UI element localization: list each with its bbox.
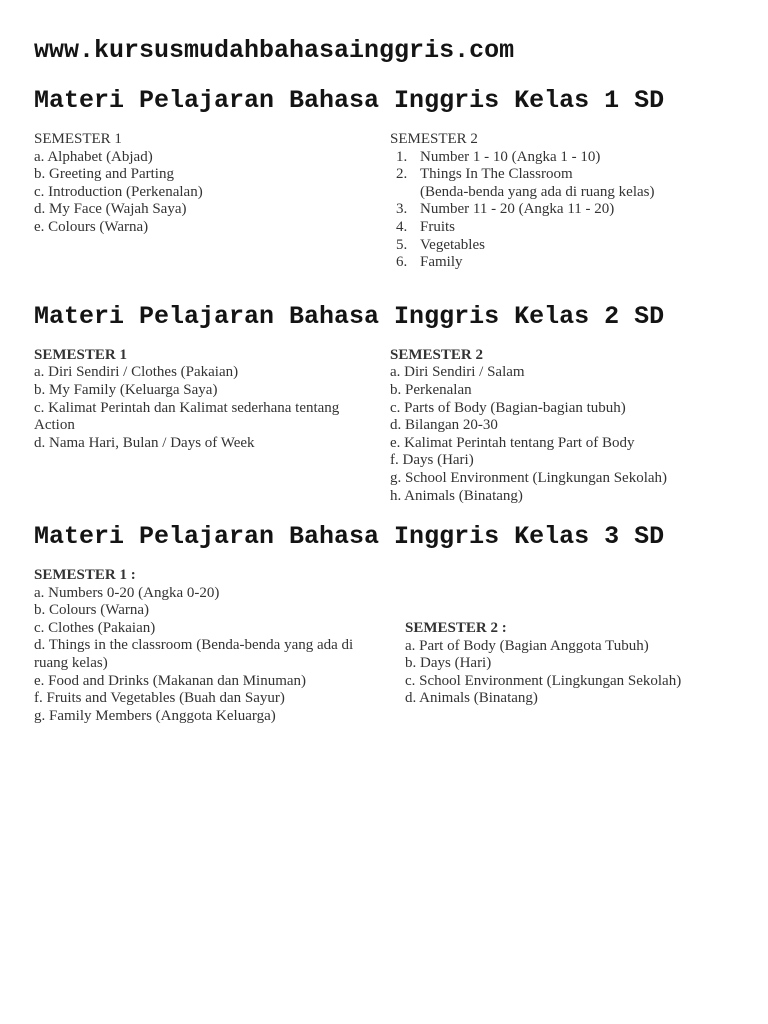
list-item bbox=[390, 201, 744, 219]
section-title: Materi Pelajaran Bahasa Inggris Kelas 1 SD bbox=[34, 86, 665, 115]
list-item: e. Kalimat Perintah tentang Part of Body bbox=[390, 434, 635, 451]
list-item-text bbox=[420, 149, 744, 167]
list-item: c. Parts of Body (Bagian-bagian tubuh) bbox=[390, 399, 626, 416]
text-line: Number 11 - 20 (Angka 11 - 20) bbox=[420, 201, 615, 218]
semester-header: SEMESTER 1 bbox=[34, 346, 127, 363]
semester-column bbox=[390, 620, 744, 708]
list-item: a. Diri Sendiri / Clothes (Pakaian) bbox=[34, 364, 239, 381]
list-item bbox=[390, 149, 744, 167]
list-item: a. Alphabet (Abjad) bbox=[34, 148, 153, 165]
list-item: c. Clothes (Pakaian) bbox=[34, 619, 156, 636]
list-item: h. Animals (Binatang) bbox=[390, 487, 523, 504]
text-line: Fruits bbox=[420, 218, 456, 235]
semester-column bbox=[34, 131, 390, 237]
section-title: Materi Pelajaran Bahasa Inggris Kelas 3 SD bbox=[34, 522, 665, 552]
list-item-text bbox=[420, 201, 744, 219]
list-item: c. School Environment (Lingkungan Sekolah) bbox=[405, 672, 682, 689]
list-marker: 6. bbox=[396, 254, 408, 271]
text-line: Family bbox=[420, 254, 463, 271]
text-line: (Benda-benda yang ada di ruang kelas) bbox=[420, 183, 655, 200]
list-item: c. Introduction (Perkenalan) bbox=[34, 183, 203, 200]
list-item-text bbox=[420, 166, 744, 201]
site-url-header: www.kursusmudahbahasainggris.com bbox=[34, 36, 515, 65]
semester-column bbox=[390, 347, 744, 505]
semester-columns bbox=[34, 567, 744, 725]
semester-columns bbox=[34, 131, 744, 272]
text-line: Vegetables bbox=[420, 236, 485, 253]
list-item: d. My Face (Wajah Saya) bbox=[34, 201, 187, 218]
semester-header: SEMESTER 1 : bbox=[34, 567, 136, 584]
text-line: Number 1 - 10 (Angka 1 - 10) bbox=[420, 148, 601, 165]
list-item: d. Bilangan 20-30 bbox=[390, 417, 498, 434]
list-item: e. Colours (Warna) bbox=[34, 218, 149, 235]
list-item: a. Part of Body (Bagian Anggota Tubuh) bbox=[405, 637, 649, 654]
sections bbox=[34, 87, 744, 725]
list-item-text bbox=[420, 237, 744, 255]
list-item: b. Colours (Warna) bbox=[34, 602, 150, 619]
list-item: g. Family Members (Anggota Keluarga) bbox=[34, 707, 276, 724]
list-item: b. Greeting and Parting bbox=[34, 166, 174, 183]
list-item: a. Diri Sendiri / Salam bbox=[390, 364, 525, 381]
list-item-text bbox=[420, 254, 744, 272]
list-marker: 1. bbox=[396, 148, 408, 165]
list-item: c. Kalimat Perintah dan Kalimat sederhana tentang bbox=[34, 399, 340, 416]
document-section bbox=[34, 523, 744, 725]
list-marker: 5. bbox=[396, 236, 408, 253]
semester-header: SEMESTER 2 bbox=[390, 346, 483, 363]
list-item: d. Things in the classroom (Benda-benda yang ada di bbox=[34, 637, 354, 654]
list-item: f. Fruits and Vegetables (Buah dan Sayur) bbox=[34, 690, 285, 707]
list-item: d. Animals (Binatang) bbox=[405, 690, 538, 707]
list-item: a. Numbers 0-20 (Angka 0-20) bbox=[34, 584, 220, 601]
text-line: Things In The Classroom bbox=[420, 166, 573, 183]
list-marker: 2. bbox=[396, 166, 408, 183]
document-section bbox=[34, 87, 744, 272]
list-item: b. Perkenalan bbox=[390, 381, 472, 398]
semester-column bbox=[34, 567, 390, 725]
list-item: d. Nama Hari, Bulan / Days of Week bbox=[34, 434, 255, 451]
list-item: b. My Family (Keluarga Saya) bbox=[34, 381, 218, 398]
list-item bbox=[390, 254, 744, 272]
list-item bbox=[390, 166, 744, 201]
section-title: Materi Pelajaran Bahasa Inggris Kelas 2 SD bbox=[34, 301, 665, 331]
document-section bbox=[34, 303, 744, 505]
list-item: f. Days (Hari) bbox=[390, 452, 474, 469]
list-item-continuation: ruang kelas) bbox=[34, 655, 108, 672]
semester-columns bbox=[34, 347, 744, 505]
list-item-text bbox=[420, 219, 744, 237]
semester-header: SEMESTER 1 bbox=[34, 131, 122, 147]
list-item bbox=[390, 219, 744, 237]
list-item-continuation: Action bbox=[34, 417, 75, 434]
semester-header: SEMESTER 2 bbox=[390, 131, 478, 147]
semester-column bbox=[34, 347, 390, 453]
list-item: e. Food and Drinks (Makanan dan Minuman) bbox=[34, 672, 307, 689]
list-item bbox=[390, 237, 744, 255]
semester-header: SEMESTER 2 : bbox=[405, 620, 507, 637]
list-marker: 4. bbox=[396, 218, 408, 235]
list-marker: 3. bbox=[396, 201, 408, 218]
list-item: b. Days (Hari) bbox=[405, 655, 492, 672]
semester-column bbox=[390, 131, 744, 272]
list-item: g. School Environment (Lingkungan Sekolah) bbox=[390, 469, 668, 486]
